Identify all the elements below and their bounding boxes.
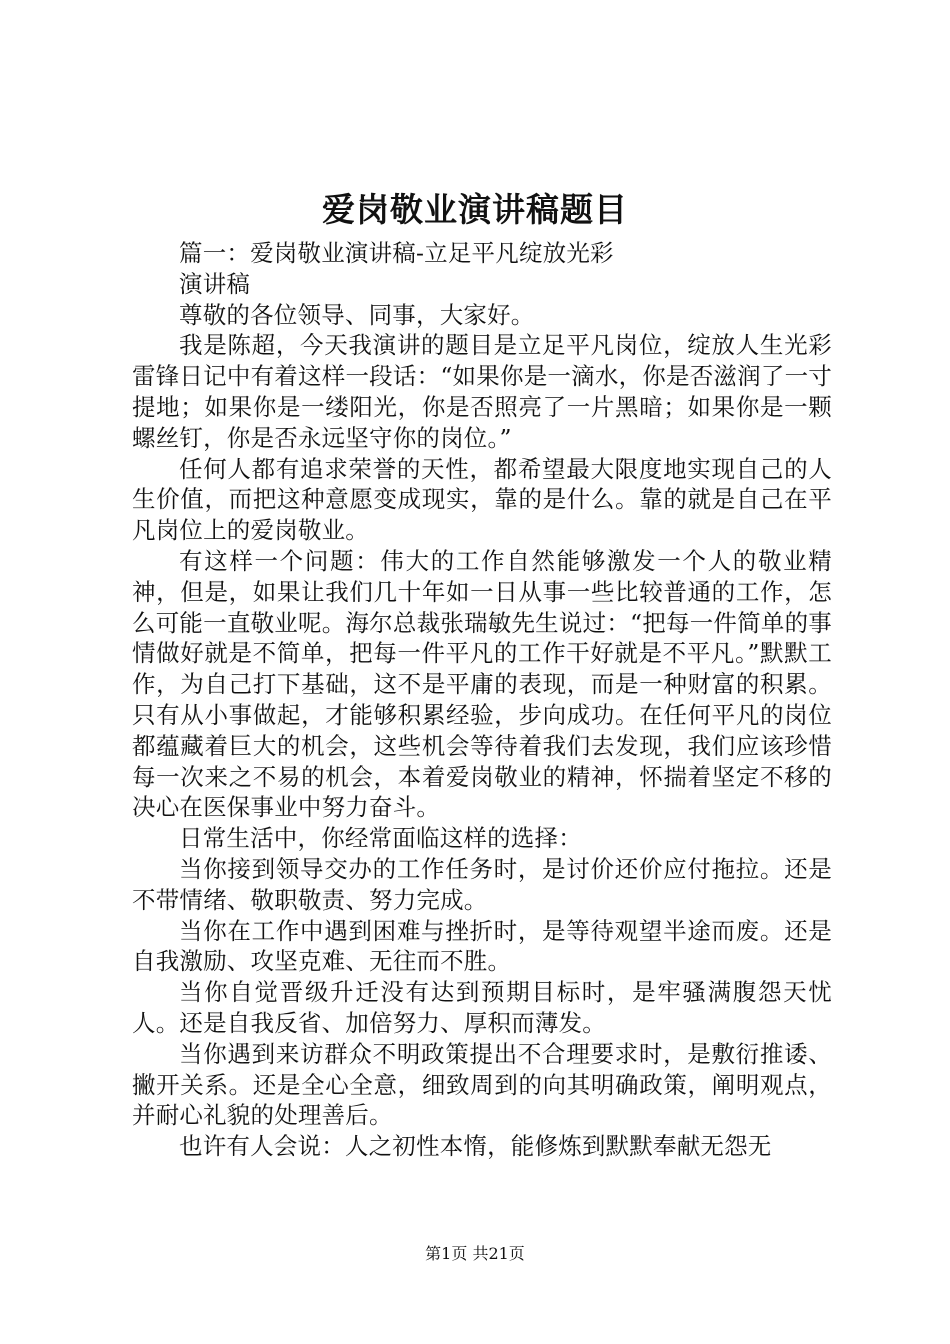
paragraph: 尊敬的各位领导、同事，大家好。: [179, 300, 535, 329]
page-footer: 第1页 共21页: [425, 1244, 525, 1263]
paragraph: 任何人都有追求荣誉的天性，都希望最大限度地实现自己的人生价值，而把这种意愿变成现实，靠的是什么。靠的就是自己在平凡岗位上的爱岗敬业。: [132, 454, 832, 545]
paragraph: 当你遇到来访群众不明政策提出不合理要求时，是敷衍推诿、撇开关系。还是全心全意，细致周到的向其明确政策，阐明观点，并耐心礼貌的处理善后。: [132, 1039, 832, 1130]
paragraph: 日常生活中，你经常面临这样的选择：: [179, 824, 582, 853]
paragraph: 我是陈超，今天我演讲的题目是立足平凡岗位，绽放人生光彩雷锋日记中有着这样一段话：“如果你是一滴水，你是否滋润了一寸提地；如果你是一缕阳光，你是否照亮了一片黑暗；如果你是一颗螺丝钉，你是否永远坚守你的岗位。”: [132, 331, 832, 452]
paragraph: 有这样一个问题：伟大的工作自然能够激发一个人的敬业精神，但是，如果让我们几十年如一日从事一些比较普通的工作，怎么可能一直敬业呢。海尔总裁张瑞敏先生说过：“把每一件简单的事情做好就是不简单，把每一件平凡的工作干好就是不平凡。”默默工作，为自己打下基础，这不是平庸的表现，而是一种财富的积累。只有从小事做起，才能够积累经验，步向成功。在任何平凡的岗位都蕴藏着巨大的机会，这些机会等待着我们去发现，我们应该珍惜每一次来之不易的机会，本着爱岗敬业的精神，怀揣着坚定不移的决心在医保事业中努力奋斗。: [132, 546, 832, 822]
paragraph: 也许有人会说：人之初性本惰，能修炼到默默奉献无怨无: [179, 1132, 772, 1161]
paragraph: 篇一：爱岗敬业演讲稿-立足平凡绽放光彩: [179, 239, 614, 267]
document-title: 爱岗敬业演讲稿题目: [322, 190, 628, 229]
paragraph: 当你接到领导交办的工作任务时，是讨价还价应付拖拉。还是不带情绪、敬职敬责、努力完成。: [132, 854, 832, 914]
paragraph: 当你在工作中遇到困难与挫折时，是等待观望半途而废。还是自我激励、攻坚克难、无往而不胜。: [132, 916, 832, 976]
paragraph: 当你自觉晋级升迁没有达到预期目标时，是牢骚满腹怨天忧人。还是自我反省、加倍努力、厚积而薄发。: [132, 978, 832, 1037]
document-body: [132, 238, 832, 1162]
paragraph: 演讲稿: [179, 269, 251, 298]
